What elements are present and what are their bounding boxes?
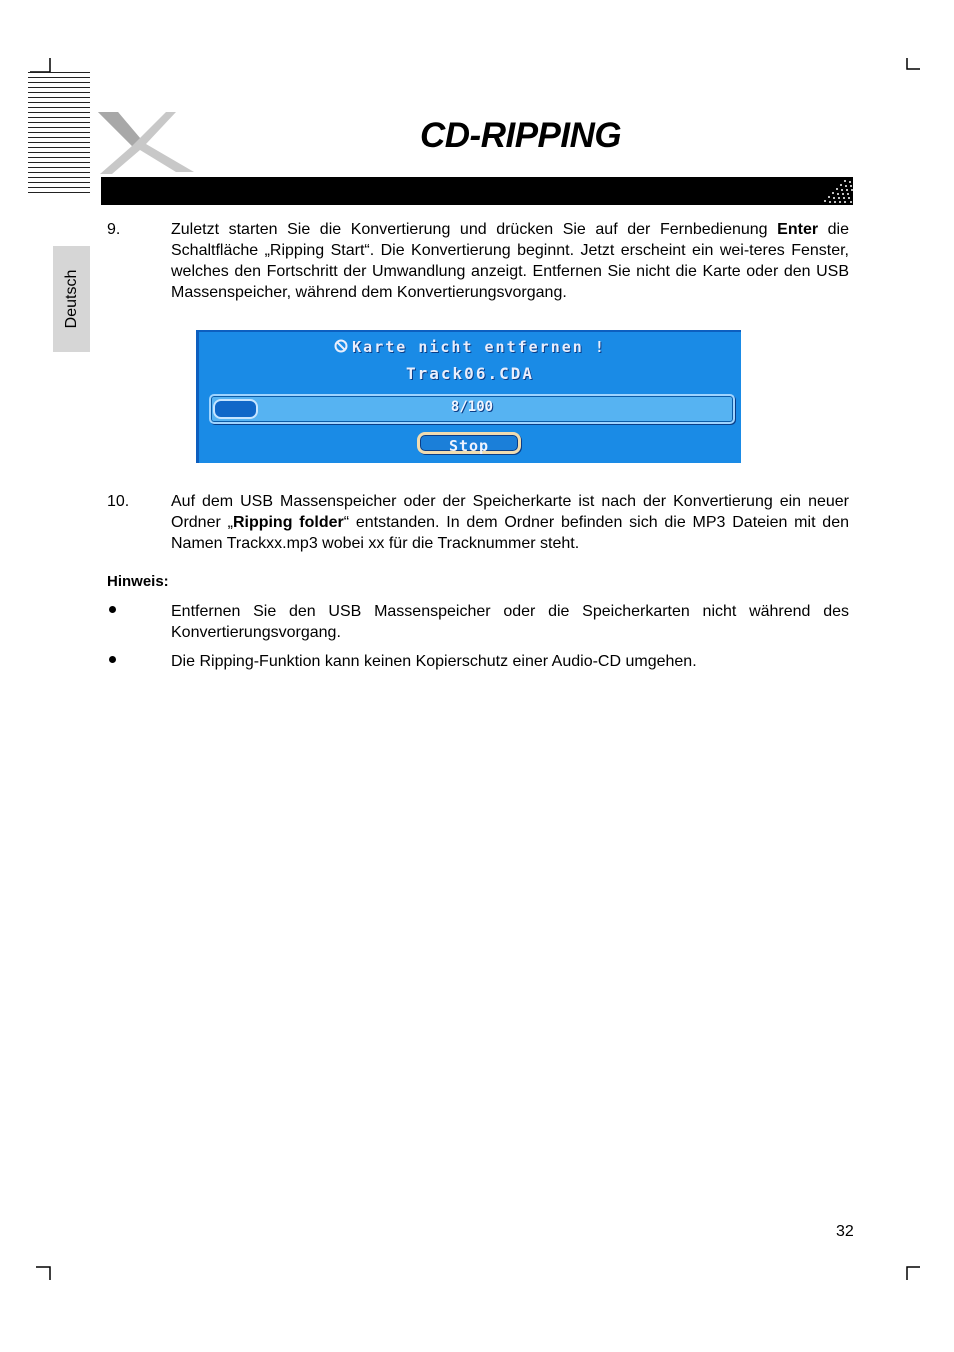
step-text-part: “ entstanden. In dem Ordner befinden sich die MP3 Dateien mit den Namen Trackxx.mp3 wobei xx für die Tracknummer steht. [171, 514, 850, 552]
ripping-progress-screenshot [196, 330, 741, 463]
bullet-icon [109, 606, 116, 613]
crop-mark-top-right [906, 58, 922, 74]
step-number: 9. [107, 221, 121, 238]
step-text [171, 219, 849, 303]
no-entry-icon [334, 338, 348, 356]
bullet-icon [109, 656, 116, 663]
stop-button[interactable]: Stop [417, 432, 521, 454]
brand-logo-icon [96, 108, 196, 176]
crop-mark-bottom-right [906, 1266, 922, 1282]
step-text-part: Auf dem USB Massenspeicher oder der Speicherkarte ist nach der Konvertierung ein neuer Ordner „ [171, 493, 849, 531]
note-bullet-text: Die Ripping-Funktion kann keinen Kopierschutz einer Audio-CD umgehen. [171, 653, 697, 670]
note-heading: Hinweis: [107, 573, 169, 590]
warning-line [199, 338, 741, 356]
progress-text: 8/100 [450, 399, 494, 415]
crop-mark-bottom-left [36, 1266, 52, 1282]
step-text-bold: Enter [777, 221, 819, 238]
page-title: CD-RIPPING [420, 116, 622, 155]
step-text-bold: Ripping folder [232, 514, 344, 531]
progress-bar [209, 394, 735, 424]
track-name: Track06.CDA [406, 364, 534, 383]
step-text-part: Zuletzt starten Sie die Konvertierung und drücken Sie auf der Fernbedienung [171, 221, 778, 238]
step-number: 10. [107, 493, 130, 510]
language-tab-label: Deutsch [62, 269, 80, 329]
step-text-part: die Schaltfläche „Ripping Start“. Die Konvertierung beginnt. Jetzt erscheint ein wei-teres Fenster, welches den Fortschritt der Umwandlung anzeigt. Entfernen Sie nicht die Karte oder den USB Massenspeicher, während dem Konvertierungsvorgang. [171, 221, 850, 301]
note-bullet-text: Entfernen Sie den USB Massenspeicher oder die Speicherkarten nicht während des Konvertierungsvorgang. [171, 603, 849, 641]
language-tab [53, 246, 90, 352]
header-stripes [28, 72, 90, 198]
title-bar [101, 177, 853, 205]
title-bar-dots [821, 177, 853, 205]
page-number: 32 [836, 1223, 854, 1240]
step-text [171, 491, 849, 554]
warning-text: Karte nicht entfernen ! [352, 338, 606, 356]
